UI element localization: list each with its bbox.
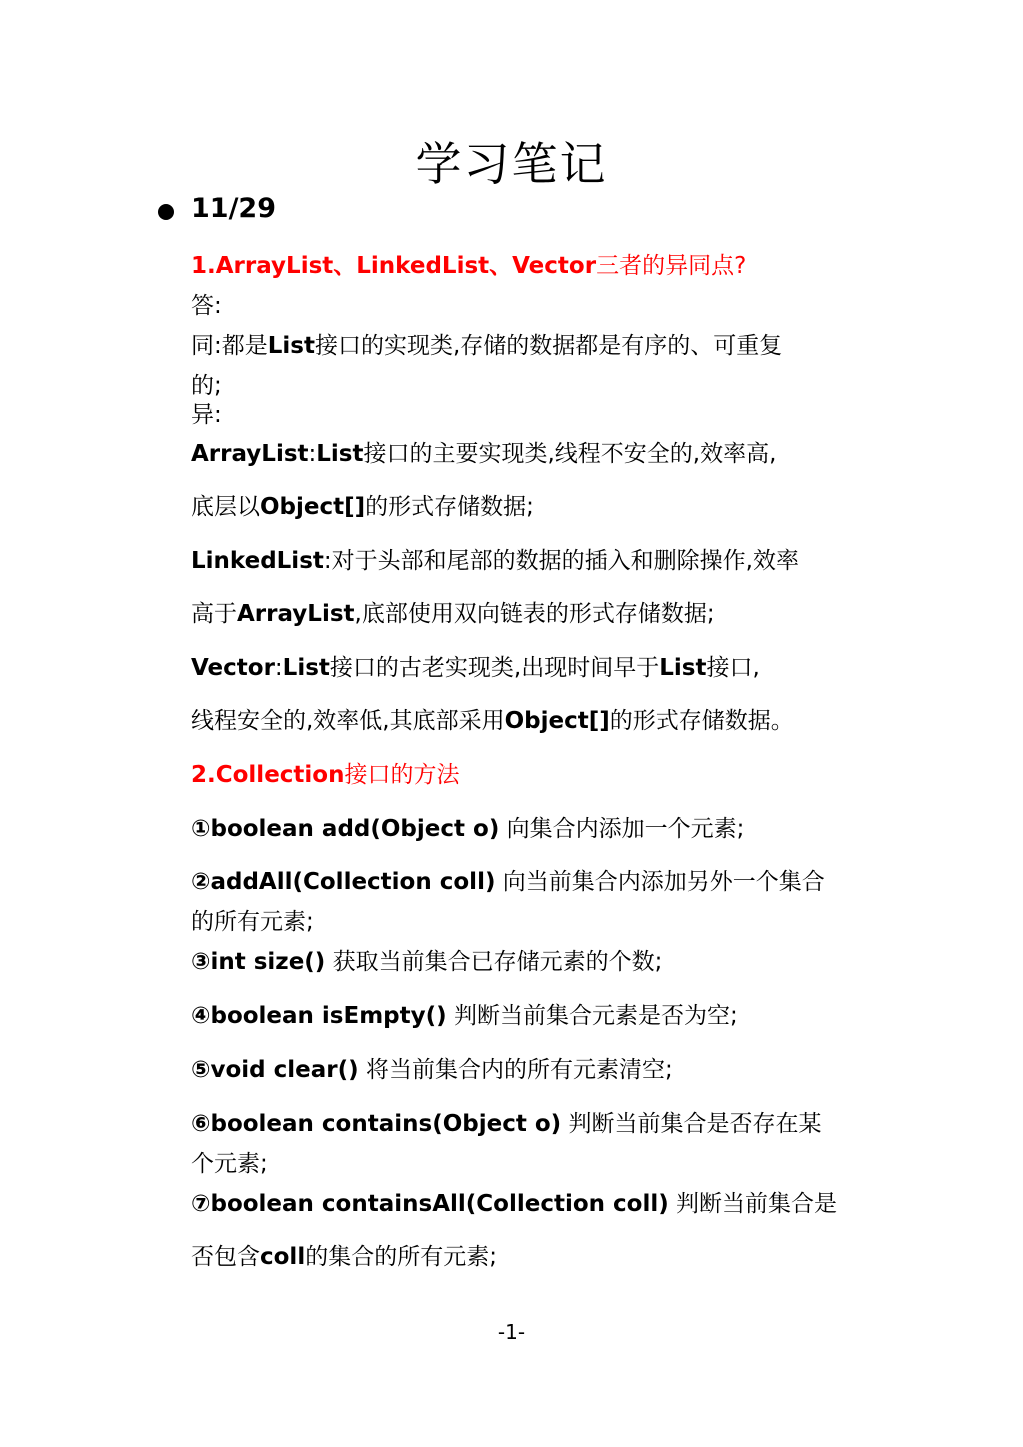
page-title: 学习笔记 bbox=[415, 137, 608, 191]
q1-diff-label: 异: bbox=[191, 402, 222, 428]
method-contains: ⑥boolean contains(Object o) 判断当前集合是否存在某 bbox=[191, 1111, 822, 1137]
linkedlist-line-2: 高于ArrayList,底部使用双向链表的形式存储数据; bbox=[191, 601, 715, 627]
q2-heading: 2.Collection接口的方法 bbox=[191, 762, 460, 788]
method-containsall: ⑦boolean containsAll(Collection coll) 判断当前集合是 bbox=[191, 1191, 838, 1217]
q1-heading: 1.ArrayList、LinkedList、Vector三者的异同点? bbox=[191, 253, 747, 279]
method-clear: ⑤void clear() 将当前集合内的所有元素清空; bbox=[191, 1057, 673, 1083]
q1-same-line-1: 同:都是List接口的实现类,存储的数据都是有序的、可重复 bbox=[191, 333, 783, 359]
linkedlist-line-1: LinkedList:对于头部和尾部的数据的插入和删除操作,效率 bbox=[191, 548, 799, 574]
method-addall-cont: 的所有元素; bbox=[191, 909, 314, 935]
method-addall: ②addAll(Collection coll) 向当前集合内添加另外一个集合 bbox=[191, 869, 825, 895]
arraylist-line-2: 底层以Object[]的形式存储数据; bbox=[191, 494, 534, 520]
arraylist-line-1: ArrayList:List接口的主要实现类,线程不安全的,效率高, bbox=[191, 441, 777, 467]
method-containsall-cont: 否包含coll的集合的所有元素; bbox=[191, 1244, 497, 1270]
vector-line-1: Vector:List接口的古老实现类,出现时间早于List接口, bbox=[191, 655, 760, 681]
bullet-icon bbox=[158, 204, 174, 220]
page-number: -1- bbox=[497, 1320, 526, 1344]
method-contains-cont: 个元素; bbox=[191, 1151, 268, 1177]
method-size: ③int size() 获取当前集合已存储元素的个数; bbox=[191, 949, 663, 975]
q1-same-line-2: 的; bbox=[191, 373, 222, 399]
q1-answer-label: 答: bbox=[191, 293, 222, 319]
method-add: ①boolean add(Object o) 向集合内添加一个元素; bbox=[191, 816, 745, 842]
vector-line-2: 线程安全的,效率低,其底部采用Object[]的形式存储数据。 bbox=[191, 708, 794, 734]
section-date: 11/29 bbox=[191, 193, 277, 224]
method-isempty: ④boolean isEmpty() 判断当前集合元素是否为空; bbox=[191, 1003, 738, 1029]
